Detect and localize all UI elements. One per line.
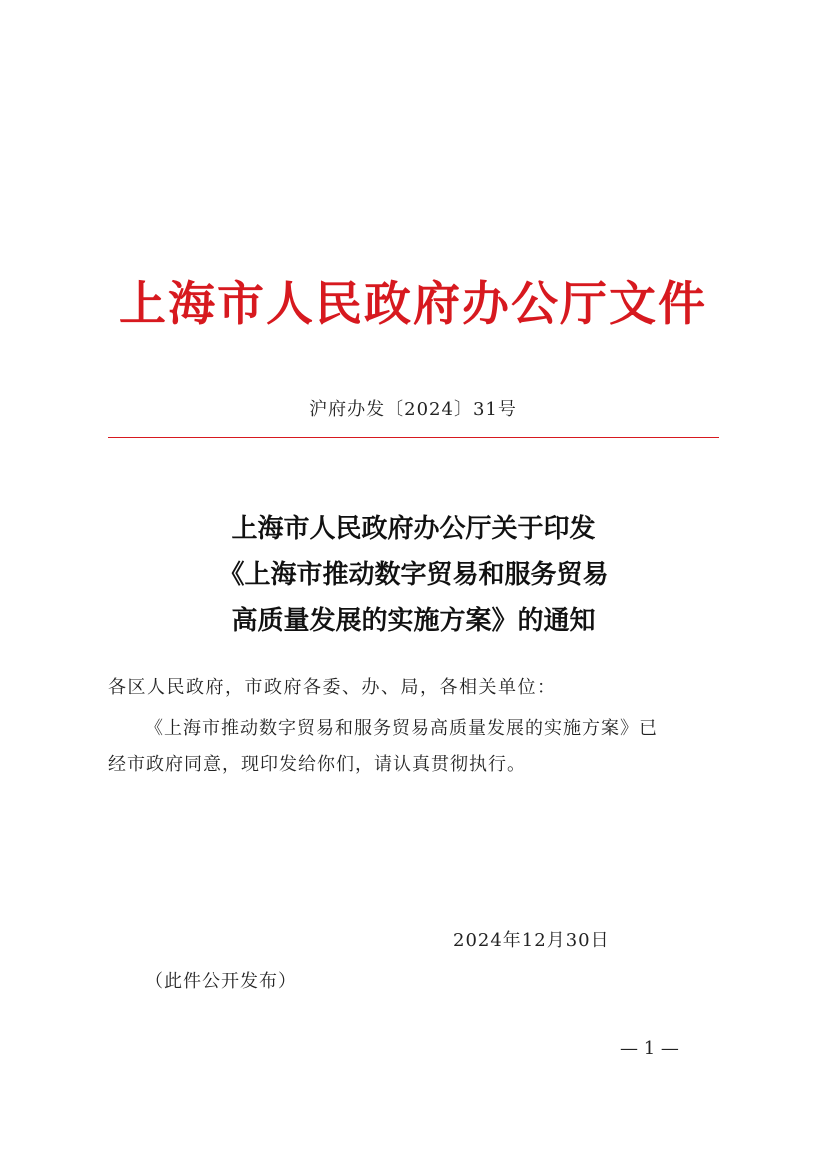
title-line-2: 《上海市推动数字贸易和服务贸易 — [218, 560, 609, 590]
addressee: 各区人民政府，市政府各委、办、局，各相关单位： — [108, 677, 557, 698]
body-line-2: 经市政府同意，现印发给你们，请认真贯彻执行。 — [108, 754, 526, 775]
document-number: 沪府办发〔2024〕31号 — [309, 399, 517, 420]
red-separator-line — [108, 437, 719, 438]
body-paragraph — [108, 711, 719, 783]
document-title — [108, 506, 719, 644]
issue-date: 2024年12月30日 — [453, 930, 610, 951]
body-line-1: 《上海市推动数字贸易和服务贸易高质量发展的实施方案》已 — [145, 718, 658, 739]
title-line-1: 上海市人民政府办公厅关于印发 — [231, 514, 596, 544]
page-number: — 1 — — [620, 1038, 679, 1059]
title-line-3: 高质量发展的实施方案》的通知 — [231, 606, 596, 636]
issuing-authority-masthead: 上海市人民政府办公厅文件 — [119, 277, 707, 332]
publish-note: （此件公开发布） — [145, 971, 297, 992]
